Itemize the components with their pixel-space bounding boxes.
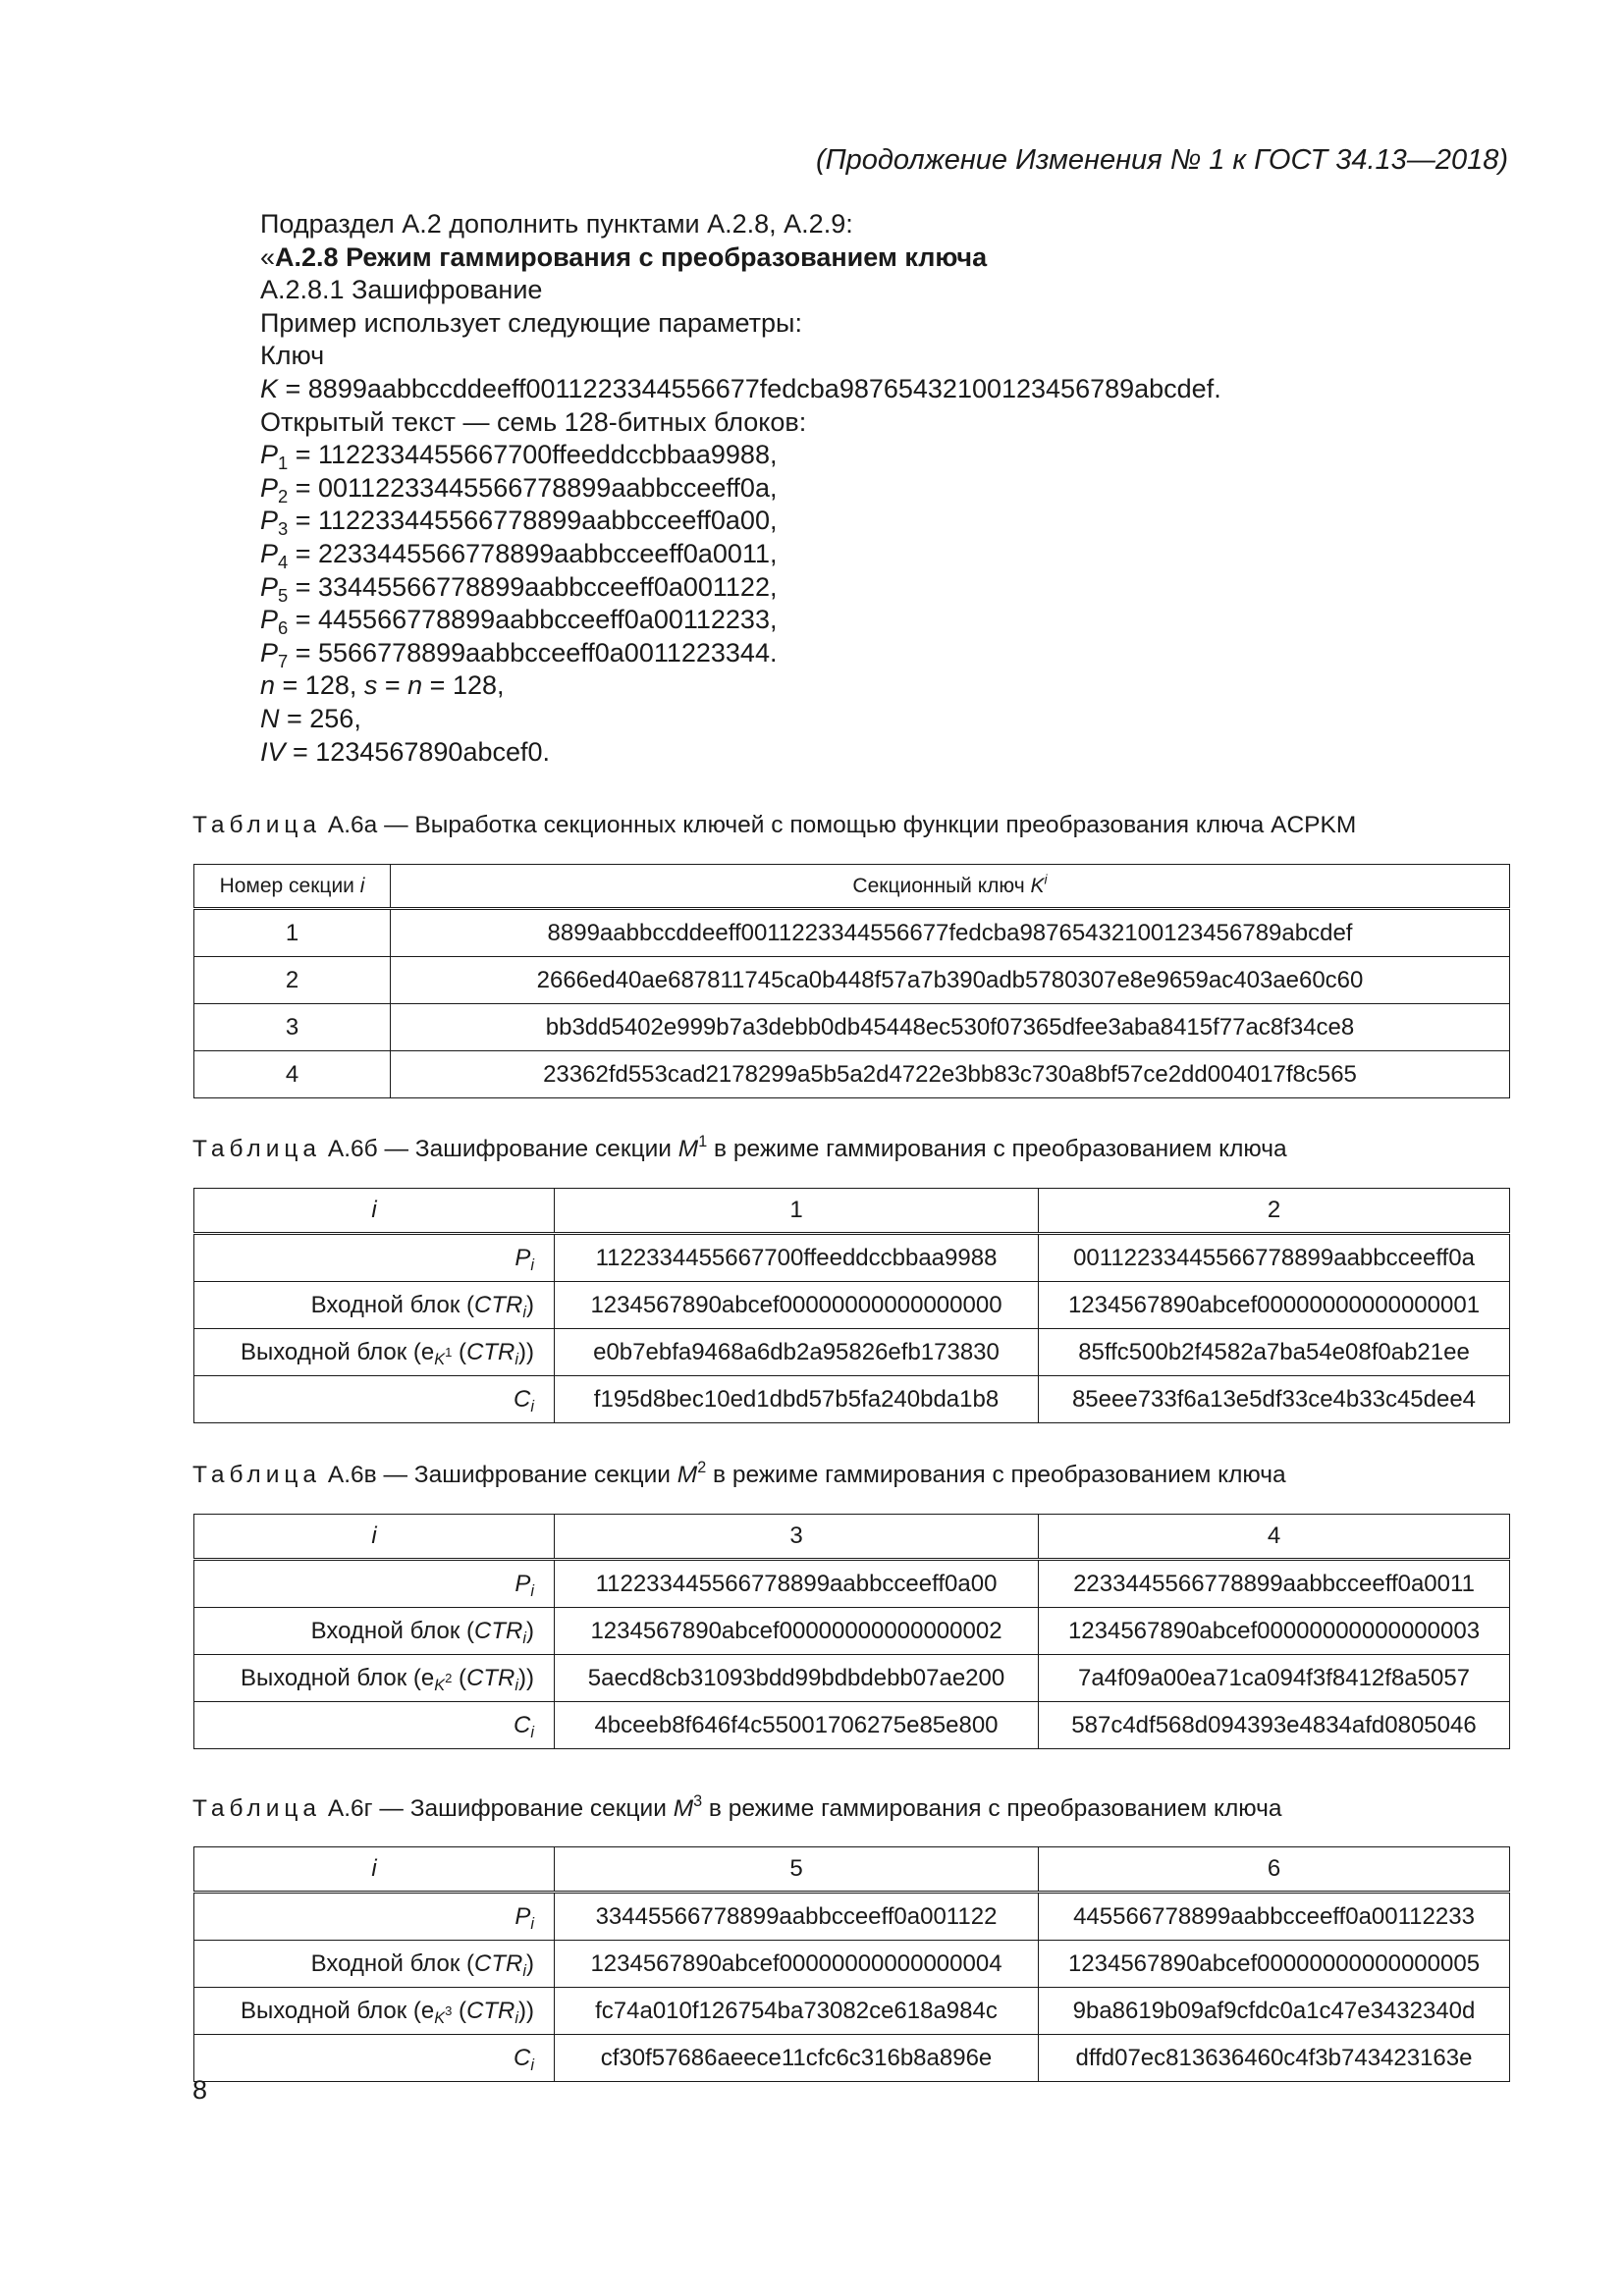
encryption-table-m3 [193,1846,1510,2082]
iv-param: IV = 1234567890abcef0. [260,736,551,767]
params-intro: Пример использует следующие параметры: [260,307,802,338]
row-label-output-block: Выходной блок ($e_{K^2}$ $(CTR_i)$) [194,1655,555,1702]
row-label-input-block: Входной блок $(CTR_i)$ [194,1608,555,1655]
row-label-output-block: Выходной блок ($e_{K^1}$ $(CTR_i)$) [194,1329,555,1376]
page-number: 8 [192,2075,208,2105]
key-label: Ключ [260,341,325,371]
subsection-heading: А.2.8.1 Зашифрование [260,275,543,305]
plaintext-block: $P_3$ = 112233445566778899aabbcceeff0a00, [260,506,778,540]
row-label-input-block: Входной блок $(CTR_i)$ [194,1941,555,1988]
N-param: N = 256, [260,703,361,733]
plaintext-block: $P_5$ = 33445566778899aabbcceeff0a001122, [260,571,778,606]
body-text [260,208,1221,769]
plaintext-block: $P_2$ = 00112233445566778899aabbcceeff0a, [260,472,778,507]
table-header-row: i 5 6 [194,1847,1510,1893]
row-label-input-block: Входной блок $(CTR_i)$ [194,1282,555,1329]
row-label-output-block: Выходной блок ($e_{K^3}$ $(CTR_i)$) [194,1988,555,2035]
row-label-plaintext: $P_i$ [194,1560,555,1608]
plaintext-block: $P_7$ = 5566778899aabbcceeff0a0011223344. [260,637,778,671]
table-row: $P_i$ 1122334455667700ffeeddccbbaa9988 00112233445566778899aabbcceeff0a [194,1234,1510,1282]
table-row: 4 23362fd553cad2178299a5b5a2d4722e3bb83c730a8bf57ce2dd004017f8c565 [194,1051,1510,1098]
section-heading: «А.2.8 Режим гаммирования с преобразованием ключа [260,241,988,272]
table-row: Входной блок $(CTR_i)$ 1234567890abcef00000000000000002 1234567890abcef00000000000000003 [194,1608,1510,1655]
table-row: Входной блок $(CTR_i)$ 1234567890abcef00000000000000004 1234567890abcef00000000000000005 [194,1941,1510,1988]
plaintext-block: $P_4$ = 2233445566778899aabbcceeff0a0011, [260,538,778,572]
column-header-section-key: Секционный ключ $K^i$ [391,865,1510,909]
amendment-instruction: Подраздел А.2 дополнить пунктами А.2.8, А.2.9: [260,209,853,239]
table-row: $C_i$ cf30f57686aeece11cfc6c316b8a896e dffd07ec813636460c4f3b743423163e [194,2035,1510,2082]
column-header-section-number: Номер секции i [194,865,391,909]
plaintext-block: $P_1$ = 1122334455667700ffeeddccbbaa9988, [260,440,778,474]
table-row: Выходной блок ($e_{K^1}$ $(CTR_i)$) e0b7ebfa9468a6db2a95826efb173830 85ffc500b2f4582a7ba54e08f0ab21ee [194,1329,1510,1376]
table-b-caption: Таблица А.6б — Зашифрование секции $M^1$ в режиме гаммирования с преобразованием ключа [192,1132,1287,1162]
n-s-params: n = 128, s = n = 128, [260,670,505,701]
table-row: 1 8899aabbccddeeff0011223344556677fedcba98765432100123456789abcdef [194,909,1510,957]
table-row: 2 2666ed40ae687811745ca0b448f57a7b390adb5780307e8e9659ac403ae60c60 [194,957,1510,1004]
row-label-plaintext: $P_i$ [194,1234,555,1282]
encryption-table-m2 [193,1514,1510,1749]
encryption-table-m1 [193,1188,1510,1423]
table-row: 3 bb3dd5402e999b7a3debb0db45448ec530f07365dfee3aba8415f77ac8f34ce8 [194,1004,1510,1051]
table-header-row: i 1 2 [194,1189,1510,1234]
table-row: $C_i$ 4bceeb8f646f4c55001706275e85e800 587c4df568d094393e4834afd0805046 [194,1702,1510,1749]
running-header: (Продолжение Изменения № 1 к ГОСТ 34.13—2018) [815,144,1508,176]
table-row: $P_i$ 112233445566778899aabbcceeff0a00 2233445566778899aabbcceeff0a0011 [194,1560,1510,1608]
table-header-row: i 3 4 [194,1515,1510,1560]
table-row: Выходной блок ($e_{K^3}$ $(CTR_i)$) fc74a010f126754ba73082ce618a984c 9ba8619b09af9cfdc0a1c47e3432340d [194,1988,1510,2035]
table-d-caption: Таблица А.6г — Зашифрование секции $M^3$ в режиме гаммирования с преобразованием ключа [192,1791,1282,1822]
table-c-caption: Таблица А.6в — Зашифрование секции $M^2$ в режиме гаммирования с преобразованием ключа [192,1458,1286,1488]
plaintext-intro: Открытый текст — семь 128-битных блоков: [260,406,807,437]
row-label-ciphertext: $C_i$ [194,1702,555,1749]
plaintext-block: $P_6$ = 445566778899aabbcceeff0a00112233, [260,605,778,638]
key-value-line: K = 8899aabbccddeeff0011223344556677fedcba98765432100123456789abcdef. [260,373,1221,403]
table-row: Выходной блок ($e_{K^2}$ $(CTR_i)$) 5aecd8cb31093bdd99bdbdebb07ae200 7a4f09a00ea71ca094f3f8412f8a5057 [194,1655,1510,1702]
table-header-row [194,865,1510,909]
table-row: $P_i$ 33445566778899aabbcceeff0a001122 445566778899aabbcceeff0a00112233 [194,1893,1510,1941]
table-a-caption: Таблица А.6а — Выработка секционных ключей с помощью функции преобразования ключа ACPKM [192,812,1357,838]
row-label-plaintext: $P_i$ [194,1893,555,1941]
section-keys-table [193,864,1510,1098]
table-row: $C_i$ f195d8bec10ed1dbd57b5fa240bda1b8 85eee733f6a13e5df33ce4b33c45dee4 [194,1376,1510,1423]
table-row: Входной блок $(CTR_i)$ 1234567890abcef00000000000000000 1234567890abcef00000000000000001 [194,1282,1510,1329]
row-label-ciphertext: $C_i$ [194,2035,555,2082]
row-label-ciphertext: $C_i$ [194,1376,555,1423]
